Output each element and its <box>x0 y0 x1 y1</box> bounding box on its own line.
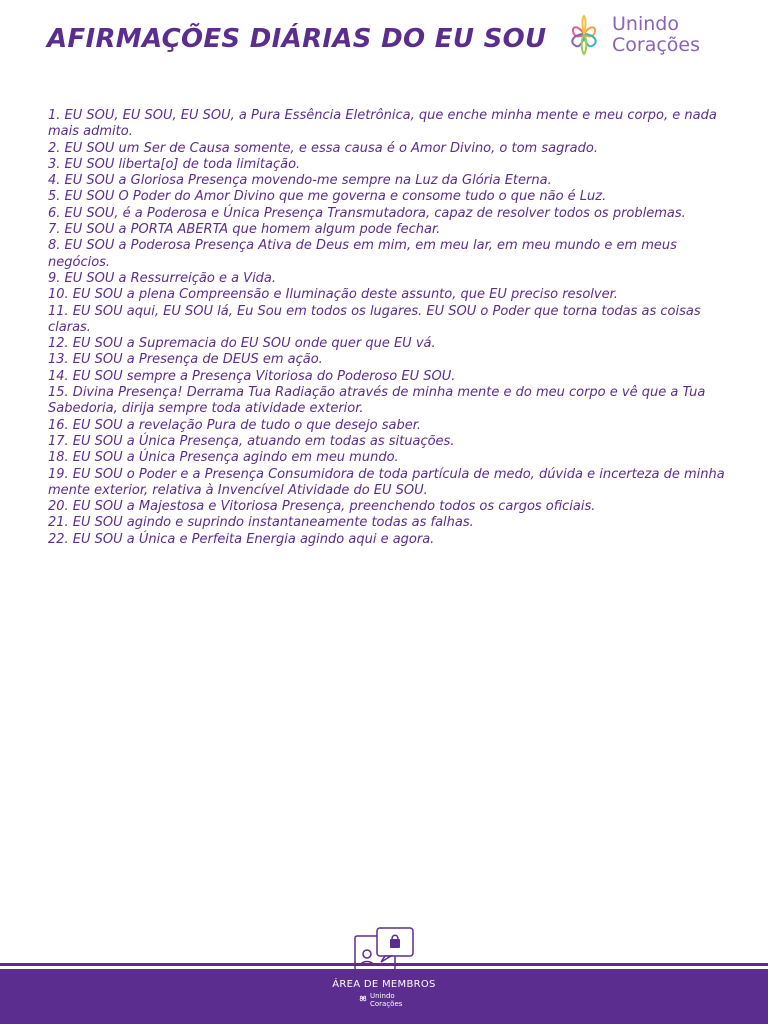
members-area-link[interactable]: ÁREA DE MEMBROS <box>332 979 436 990</box>
footer-logo <box>357 991 417 1011</box>
hearts-flower-icon <box>357 992 369 1004</box>
affirmation-item: 8. EU SOU a Poderosa Presença Ativa de Deus em mim, em meu lar, em meu mundo e em meus negócios. <box>48 238 677 270</box>
affirmation-item: 21. EU SOU agindo e suprindo instantaneamente todas as falhas. <box>48 515 474 531</box>
affirmation-item: 5. EU SOU O Poder do Amor Divino que me governa e consome tudo o que não é Luz. <box>48 189 607 205</box>
affirmation-item: 15. Divina Presença! Derrama Tua Radiação através de minha mente e do meu corpo e vê que a Tua Sabedoria, dirija sempre toda atividade exterior. <box>48 385 706 417</box>
page-title: AFIRMAÇÕES DIÁRIAS DO EU SOU <box>47 24 547 54</box>
affirmation-item: 19. EU SOU o Poder e a Presença Consumidora de toda partícula de medo, dúvida e incerteza de minha mente exterior, relativa à Invencível Atividade do EU SOU. <box>48 466 725 498</box>
affirmation-item: 22. EU SOU a Única e Perfeita Energia agindo aqui e agora. <box>48 531 435 547</box>
logo-line-2: Corações <box>612 34 701 56</box>
affirmation-item: 17. EU SOU a Única Presença, atuando em todas as situações. <box>48 433 455 449</box>
affirmation-item: 3. EU SOU liberta[o] de toda limitação. <box>48 156 301 172</box>
affirmation-item: 4. EU SOU a Gloriosa Presença movendo-me sempre na Luz da Glória Eterna. <box>48 173 552 189</box>
page-header <box>0 0 768 80</box>
footer-logo-line-2: Corações <box>370 1000 403 1008</box>
footer-divider <box>0 963 768 966</box>
hearts-flower-icon <box>560 12 608 58</box>
affirmation-item: 16. EU SOU a revelação Pura de tudo o que desejo saber. <box>48 417 421 433</box>
affirmation-item: 14. EU SOU sempre a Presença Vitoriosa do Poderoso EU SOU. <box>48 368 456 384</box>
affirmation-item: 20. EU SOU a Majestosa e Vitoriosa Presença, preenchendo todos os cargos oficiais. <box>48 499 596 515</box>
affirmation-item: 7. EU SOU a PORTA ABERTA que homem algum pode fechar. <box>48 222 441 238</box>
affirmation-item: 18. EU SOU a Única Presença agindo em meu mundo. <box>48 450 399 466</box>
affirmation-item: 11. EU SOU aqui, EU SOU lá, Eu Sou em todos os lugares. EU SOU o Poder que torna todas as coisas claras. <box>48 303 701 335</box>
affirmation-item: 13. EU SOU a Presença de DEUS em ação. <box>48 352 323 368</box>
member-lock-icon <box>351 926 417 974</box>
footer-logo-line-1: Unindo <box>370 992 395 1000</box>
affirmation-item: 6. EU SOU, é a Poderosa e Única Presença Transmutadora, capaz de resolver todos os problemas. <box>48 205 686 221</box>
affirmation-item: 12. EU SOU a Supremacia do EU SOU onde quer que EU vá. <box>48 336 436 352</box>
affirmation-item: 9. EU SOU a Ressurreição e a Vida. <box>48 270 277 286</box>
affirmation-item: 1. EU SOU, EU SOU, EU SOU, a Pura Essência Eletrônica, que enche minha mente e meu corpo, e nada mais admito. <box>48 108 717 140</box>
brand-logo <box>560 12 720 62</box>
logo-line-1: Unindo <box>612 13 679 35</box>
affirmation-item: 2. EU SOU um Ser de Causa somente, e essa causa é o Amor Divino, o tom sagrado. <box>48 140 598 156</box>
affirmation-item: 10. EU SOU a plena Compreensão e Iluminação deste assunto, que EU preciso resolver. <box>48 287 618 303</box>
affirmation-list <box>48 108 736 548</box>
